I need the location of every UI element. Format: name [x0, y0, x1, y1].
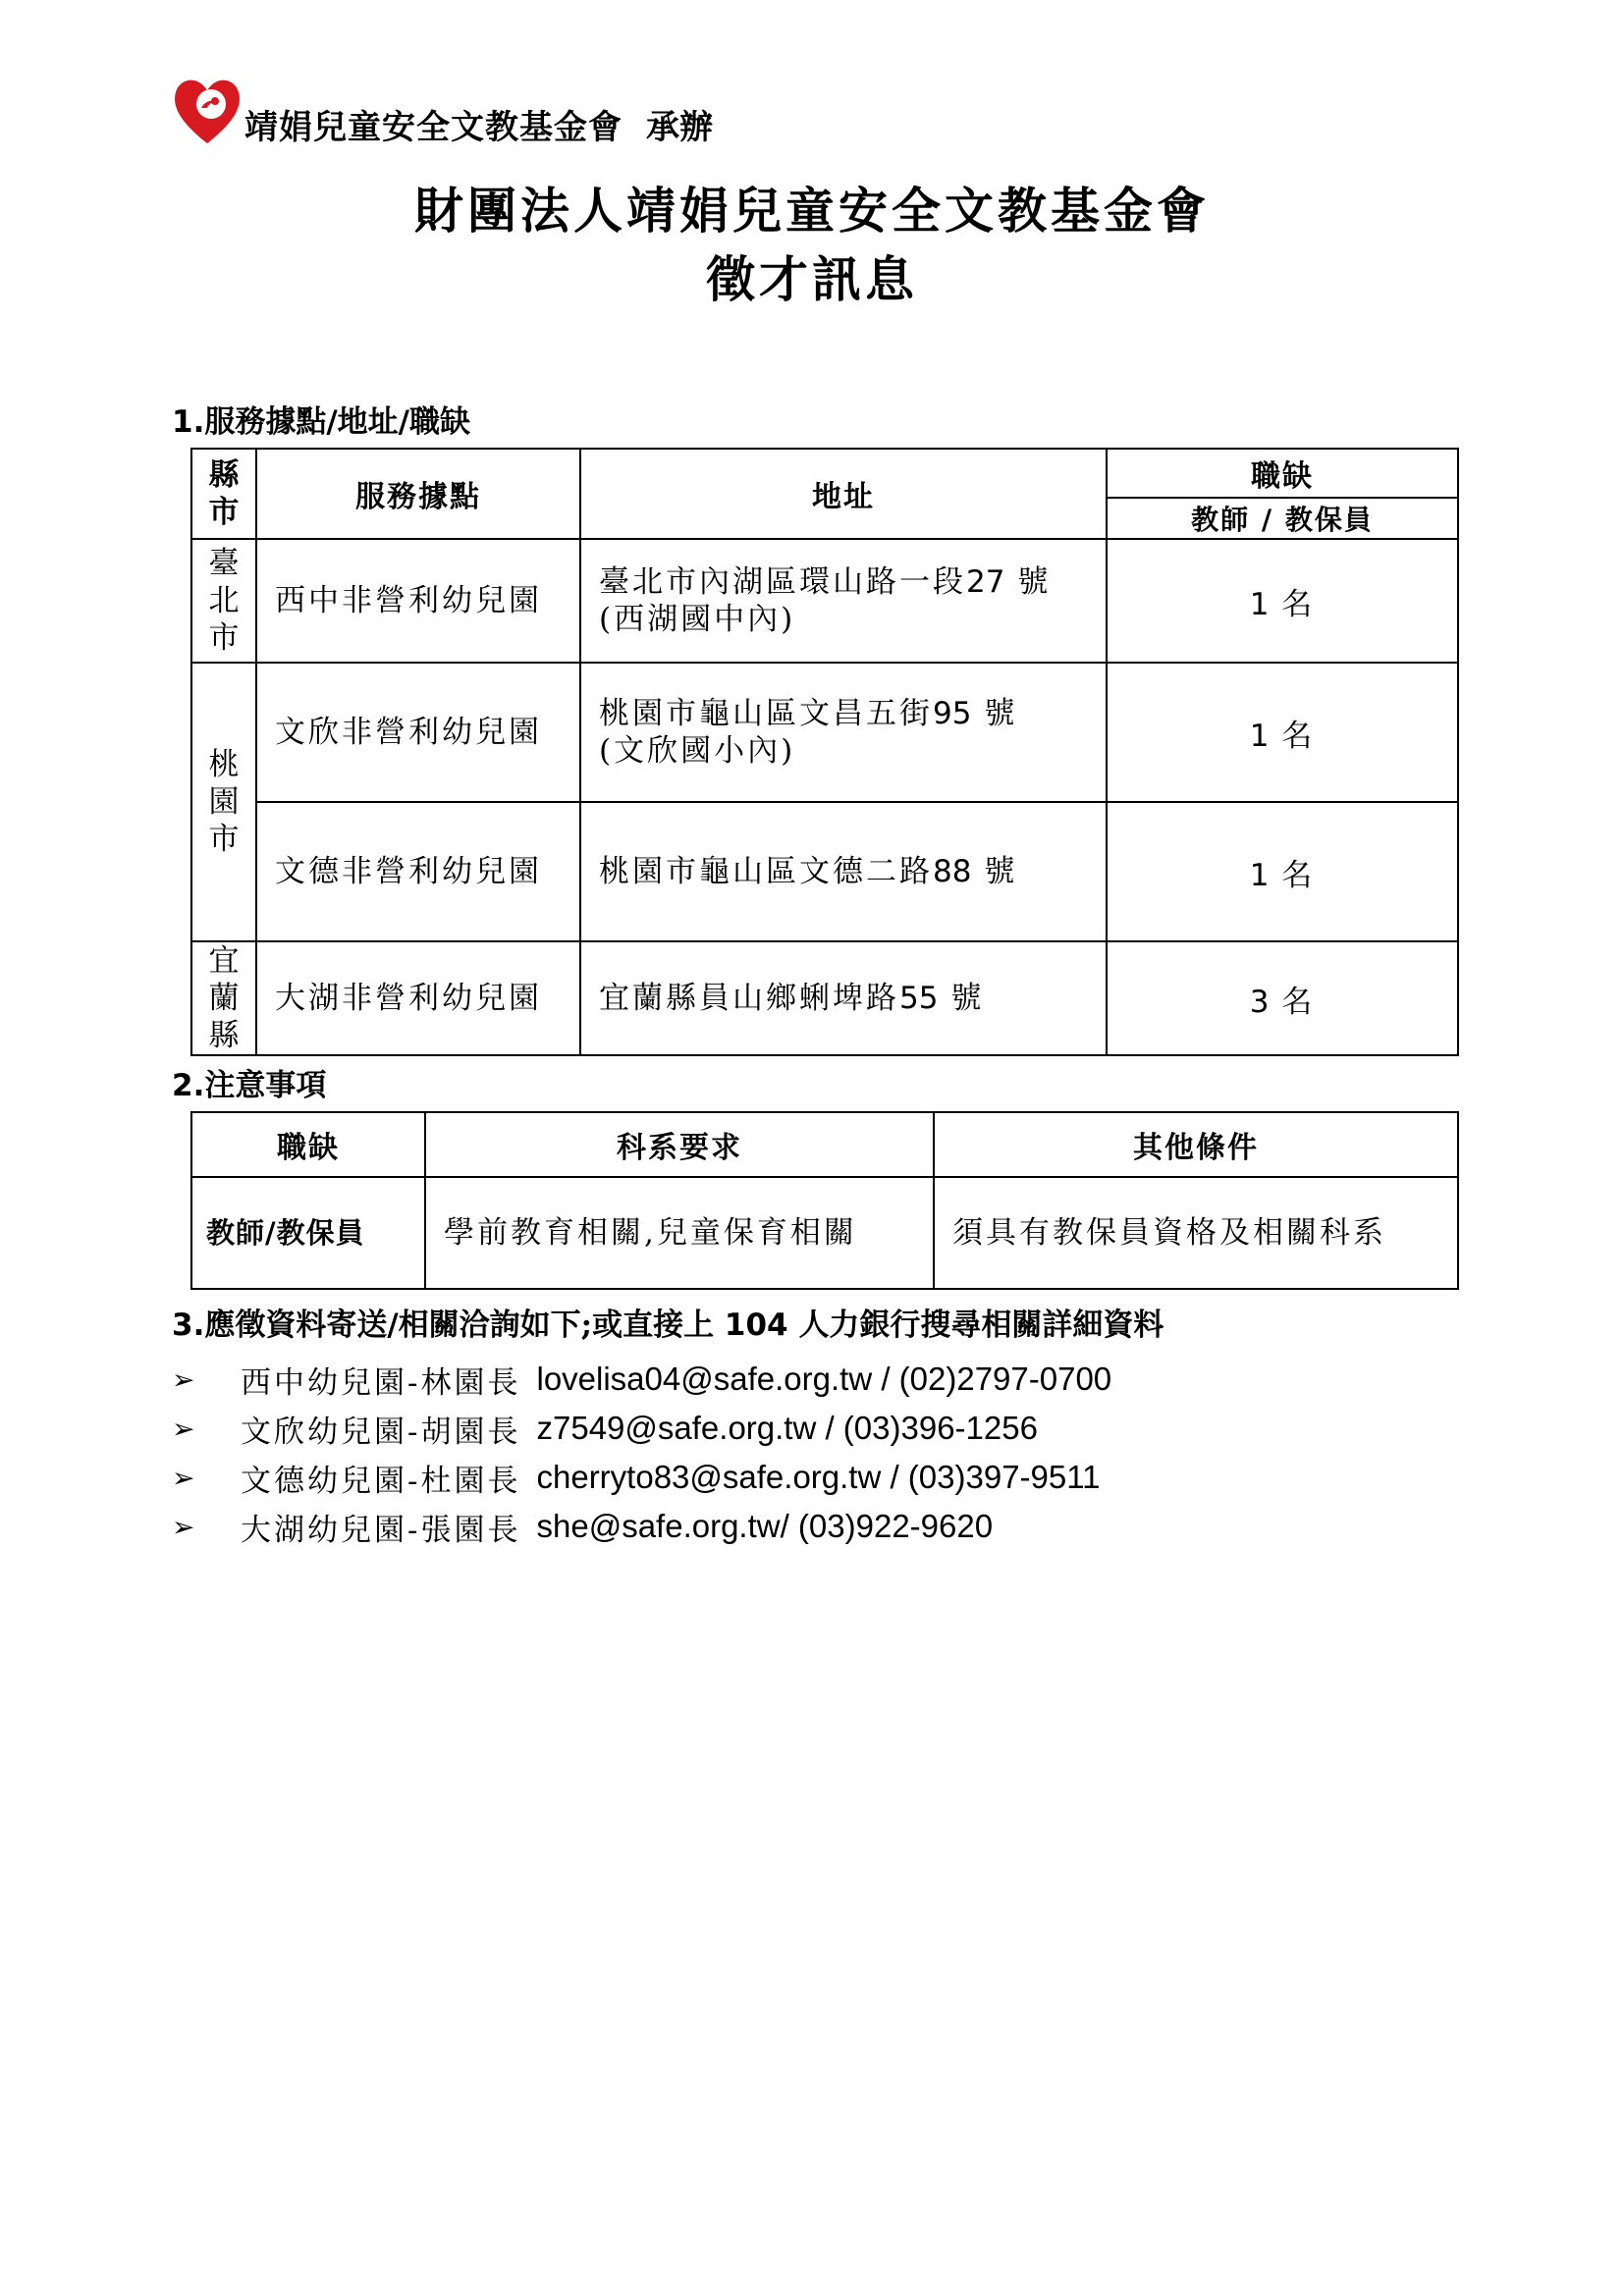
contact-info: cherryto83@safe.org.tw / (03)397-9511 [536, 1459, 1101, 1495]
document-title [0, 177, 1624, 314]
major-column-header: 科系要求 [425, 1112, 934, 1177]
arrow-bullet-icon: ➢ [172, 1362, 195, 1396]
contact-name: 大湖幼兒園-張園長 [241, 1512, 521, 1548]
position-column-header: 職缺 [191, 1112, 425, 1177]
section-3-heading [172, 1306, 1164, 1345]
other-conditions-column-header: 其他條件 [934, 1112, 1458, 1177]
arrow-bullet-icon: ➢ [172, 1461, 195, 1494]
address-cell: 臺北市內湖區環山路一段27 號 (西湖國中內) [580, 539, 1107, 663]
major-cell: 學前教育相關,兒童保育相關 [425, 1177, 934, 1289]
section-3-number: 3. [172, 1308, 205, 1343]
section-3-title-a: 應徵資料寄送/相關洽詢如下;或直接上 [204, 1308, 715, 1343]
site-cell: 大湖非營利幼兒園 [256, 941, 580, 1055]
vacancy-subheader: 教師 / 教保員 [1107, 498, 1458, 539]
site-cell: 西中非營利幼兒園 [256, 539, 580, 663]
section-1-title: 服務據點/地址/職缺 [204, 404, 471, 440]
foundation-heart-logo-icon [172, 71, 243, 147]
county-cell: 桃 園 市 [191, 663, 256, 941]
letterhead [172, 59, 713, 147]
address-cell: 桃園市龜山區文昌五街95 號 (文欣國小內) [580, 663, 1107, 802]
arrow-bullet-icon: ➢ [172, 1412, 195, 1445]
table-row [191, 539, 1458, 663]
title-line-1: 財團法人靖娟兒童安全文教基金會 [414, 182, 1210, 240]
section-3-title-b: 人力銀行搜尋相關詳細資料 [798, 1308, 1164, 1343]
section-2-heading [172, 1066, 326, 1105]
other-conditions-cell: 須具有教保員資格及相關科系 [934, 1177, 1458, 1289]
site-column-header: 服務據點 [256, 449, 580, 539]
table-row [191, 1177, 1458, 1289]
list-item [172, 1453, 1111, 1502]
requirements-header-row [191, 1112, 1458, 1177]
list-item [172, 1355, 1111, 1404]
address-column-header: 地址 [580, 449, 1107, 539]
locations-table [190, 448, 1459, 1056]
section-2-number: 2. [172, 1068, 205, 1103]
list-item [172, 1502, 1111, 1551]
header-organization: 靖娟兒童安全文教基金會 [244, 108, 623, 147]
position-cell: 教師/教保員 [191, 1177, 425, 1289]
section-2-title: 注意事項 [204, 1068, 327, 1103]
section-3-title-number: 104 [724, 1308, 788, 1343]
header-role: 承辦 [646, 108, 713, 147]
contact-info: z7549@safe.org.tw / (03)396-1256 [536, 1410, 1038, 1446]
vacancy-count-cell: 1 名 [1107, 802, 1458, 941]
arrow-bullet-icon: ➢ [172, 1510, 195, 1543]
address-cell: 宜蘭縣員山鄉蜊埤路55 號 [580, 941, 1107, 1055]
site-cell: 文欣非營利幼兒園 [256, 663, 580, 802]
section-1-number: 1. [172, 404, 205, 440]
contact-name: 文欣幼兒園-胡園長 [241, 1414, 521, 1450]
table-row [191, 663, 1458, 802]
contact-name: 西中幼兒園-林園長 [241, 1364, 521, 1401]
requirements-table [190, 1111, 1459, 1290]
contact-list [172, 1355, 1111, 1551]
vacancy-column-header: 職缺 [1107, 449, 1458, 498]
county-column-header: 縣 市 [191, 449, 256, 539]
table-row [191, 941, 1458, 1055]
vacancy-count-cell: 3 名 [1107, 941, 1458, 1055]
table-row [191, 802, 1458, 941]
county-cell: 宜 蘭 縣 [191, 941, 256, 1055]
contact-info: lovelisa04@safe.org.tw / (02)2797-0700 [536, 1361, 1112, 1397]
county-cell: 臺 北 市 [191, 539, 256, 663]
contact-name: 文德幼兒園-杜園長 [241, 1463, 521, 1499]
list-item [172, 1404, 1111, 1453]
locations-header-row [191, 449, 1458, 498]
section-1-heading [172, 402, 470, 442]
site-cell: 文德非營利幼兒園 [256, 802, 580, 941]
vacancy-count-cell: 1 名 [1107, 539, 1458, 663]
vacancy-count-cell: 1 名 [1107, 663, 1458, 802]
address-cell: 桃園市龜山區文德二路88 號 [580, 802, 1107, 941]
title-line-2: 徵才訊息 [706, 250, 918, 308]
contact-info: she@safe.org.tw/ (03)922-9620 [536, 1508, 994, 1544]
